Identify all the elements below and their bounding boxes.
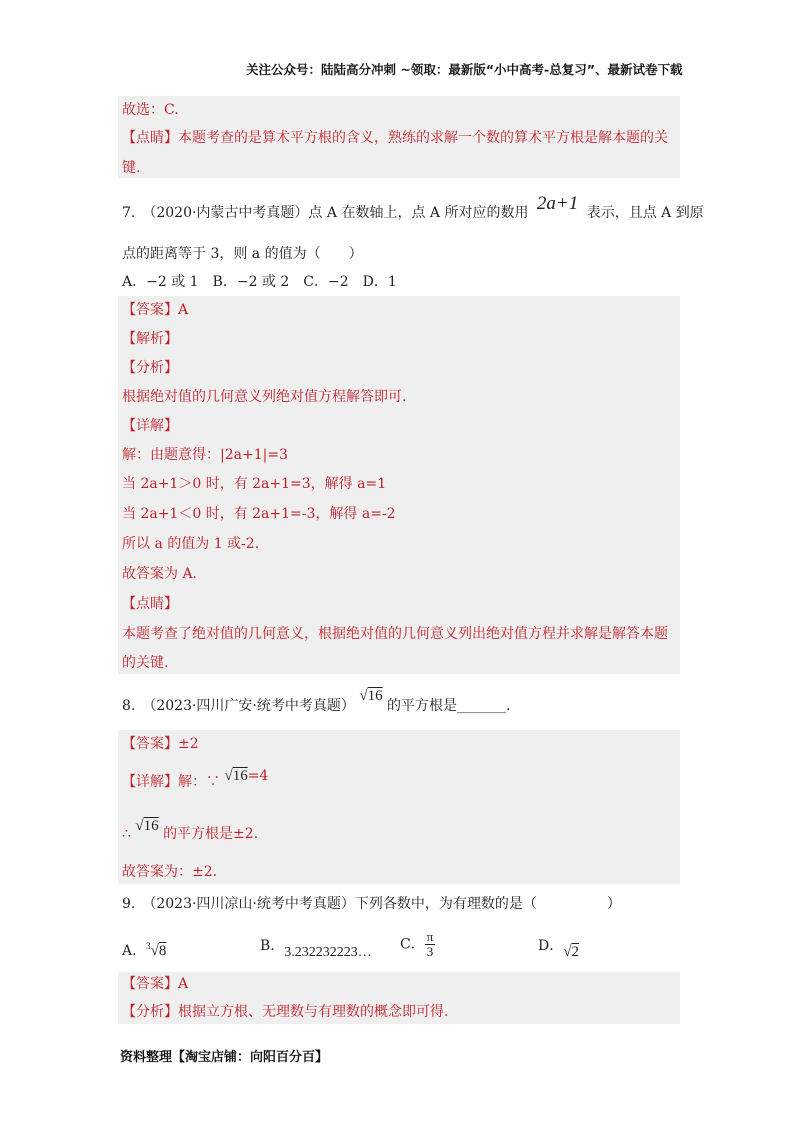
q9-option-c bbox=[400, 930, 435, 959]
sqrt-symbol: √16 bbox=[359, 688, 383, 704]
q6-note bbox=[122, 128, 668, 148]
q9-option-d bbox=[538, 936, 579, 960]
page-header: 关注公众号：陆陆高分冲刺 ~领取：最新版“小中高考-总复习”、最新试卷下载 bbox=[246, 62, 683, 77]
q7-expression: 2a+1 bbox=[536, 193, 579, 214]
q8-suffix: 的平方根是_______. bbox=[387, 698, 511, 714]
option-c-label: C． bbox=[400, 936, 425, 953]
q7-detail-1: 解：由题意得：|2a+1|=3 bbox=[122, 447, 288, 463]
q8-stem bbox=[122, 688, 511, 716]
cbrt-index: 3 bbox=[146, 941, 151, 951]
q8-detail-radicand: 16 bbox=[232, 768, 248, 784]
option-b-value: 3.232232223… bbox=[284, 945, 372, 960]
q9-stem: 9. （2023·四川凉山·统考中考真题）下列各数中，为有理数的是（ ） bbox=[122, 896, 621, 912]
q7-jiexi-label: 【解析】 bbox=[122, 331, 178, 347]
q7-detail-2: 当 2a+1＞0 时，有 2a+1=3，解得 a=1 bbox=[122, 476, 387, 492]
q7-stem-line2: 点的距离等于 3，则 a 的值为（ ） bbox=[122, 246, 363, 262]
q7-note-2: 的关键. bbox=[122, 655, 169, 671]
q7-xiangjie-label: 【详解】 bbox=[122, 418, 178, 434]
option-a-radicand: 8 bbox=[158, 943, 167, 959]
q9-answer: 【答案】A bbox=[122, 976, 189, 992]
note-text: 本题考查的是算术平方根的含义，熟练的求解一个数的算术平方根是解本题的关 bbox=[178, 130, 668, 146]
q8-detail-label: 【详解】解：∵ bbox=[122, 774, 220, 790]
q9-option-a bbox=[122, 936, 166, 961]
q9-analysis: 【分析】根据立方根、无理数与有理数的概念即可得. bbox=[122, 1004, 449, 1020]
q7-dianjing-label: 【点睛】 bbox=[122, 596, 178, 612]
option-d-radicand: 2 bbox=[571, 944, 579, 960]
q8-answer: 【答案】±2 bbox=[122, 736, 199, 752]
q8-therefore-radicand: 16 bbox=[143, 818, 159, 834]
q7-suffix: 表示，且点 A 到原 bbox=[586, 205, 704, 221]
q8-final: 故答案为：±2. bbox=[122, 864, 218, 880]
fraction-numerator: π bbox=[426, 929, 434, 944]
q8-solution-box bbox=[118, 730, 680, 884]
page-footer: 资料整理【淘宝店铺：向阳百分百】 bbox=[120, 1050, 329, 1065]
option-a-label: A． bbox=[122, 943, 147, 959]
q7-options: A．−2 或 1 B．−2 或 2 C．−2 D．1 bbox=[122, 274, 397, 290]
q8-therefore-tail: 的平方根是±2. bbox=[163, 826, 259, 842]
q7-detail-5: 故答案为 A. bbox=[122, 566, 198, 582]
q7-note-1: 本题考查了绝对值的几何意义，根据绝对值的几何意义列出绝对值方程并求解是解答本题 bbox=[122, 626, 668, 642]
cbrt-symbol: $^3$√8 bbox=[146, 941, 167, 959]
option-c-fraction bbox=[425, 930, 436, 959]
sqrt-symbol: √16 bbox=[224, 768, 248, 784]
option-d-label: D． bbox=[538, 938, 564, 954]
q7-fenxi-text: 根据绝对值的几何意义列绝对值方程解答即可. bbox=[122, 389, 407, 405]
q9-options bbox=[122, 930, 682, 966]
q7-fenxi-label: 【分析】 bbox=[122, 360, 178, 376]
fraction-denominator: 3 bbox=[426, 944, 434, 959]
q8-therefore bbox=[122, 818, 259, 844]
note-label: 【点睛】 bbox=[122, 130, 178, 146]
q7-detail-4: 所以 a 的值为 1 或-2. bbox=[122, 536, 260, 552]
q7-detail-3: 当 2a+1＜0 时，有 2a+1=-3，解得 a=-2 bbox=[122, 506, 396, 522]
sqrt-symbol: √2 bbox=[563, 944, 579, 960]
q9-option-b bbox=[260, 936, 372, 960]
therefore-symbol: ∴ bbox=[122, 826, 131, 842]
q6-note-line2: 键. bbox=[122, 160, 141, 176]
q7-stem bbox=[122, 193, 704, 223]
q7-prefix: 7. （2020·内蒙古中考真题）点 A 在数轴上，点 A 所对应的数用 bbox=[122, 205, 529, 221]
q8-detail-tail: =4 bbox=[247, 768, 269, 784]
sqrt-symbol: √16 bbox=[135, 818, 159, 834]
q6-conclusion: 故选：C. bbox=[122, 102, 179, 118]
option-b-label: B． bbox=[260, 938, 285, 954]
q8-radicand: 16 bbox=[367, 688, 383, 704]
q8-prefix: 8. （2023·四川广安·统考中考真题） bbox=[122, 698, 355, 714]
q7-answer: 【答案】A bbox=[122, 302, 189, 318]
q8-detail bbox=[122, 768, 269, 792]
